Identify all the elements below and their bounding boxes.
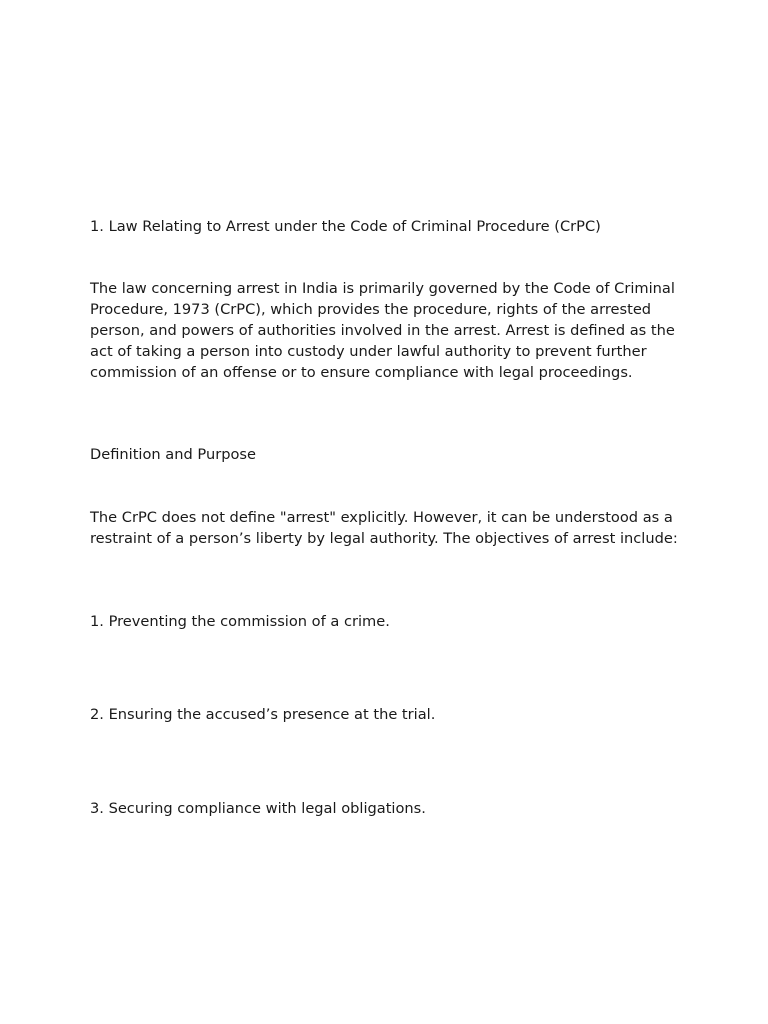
subsection-heading: Definition and Purpose	[90, 446, 256, 463]
objective-item: 2. Ensuring the accused’s presence at the trial.	[90, 706, 436, 723]
definition-paragraph: The CrPC does not define "arrest" explicitly. However, it can be understood as a restraint of a person’s liberty by legal authority. The objectives of arrest include:	[90, 509, 678, 547]
objective-item: 1. Preventing the commission of a crime.	[90, 613, 390, 630]
intro-paragraph: The law concerning arrest in India is primarily governed by the Code of Criminal Procedure, 1973 (CrPC), which provides the procedure, rights of the arrested person, and powers of authorities involved in the arrest. Arrest is defined as the act of taking a person into custody under lawful authority to prevent further commission of an offense or to ensure compliance with legal proceedings.	[90, 280, 675, 381]
section-heading: 1. Law Relating to Arrest under the Code of Criminal Procedure (CrPC)	[90, 218, 601, 235]
objective-item: 3. Securing compliance with legal obligations.	[90, 800, 426, 817]
